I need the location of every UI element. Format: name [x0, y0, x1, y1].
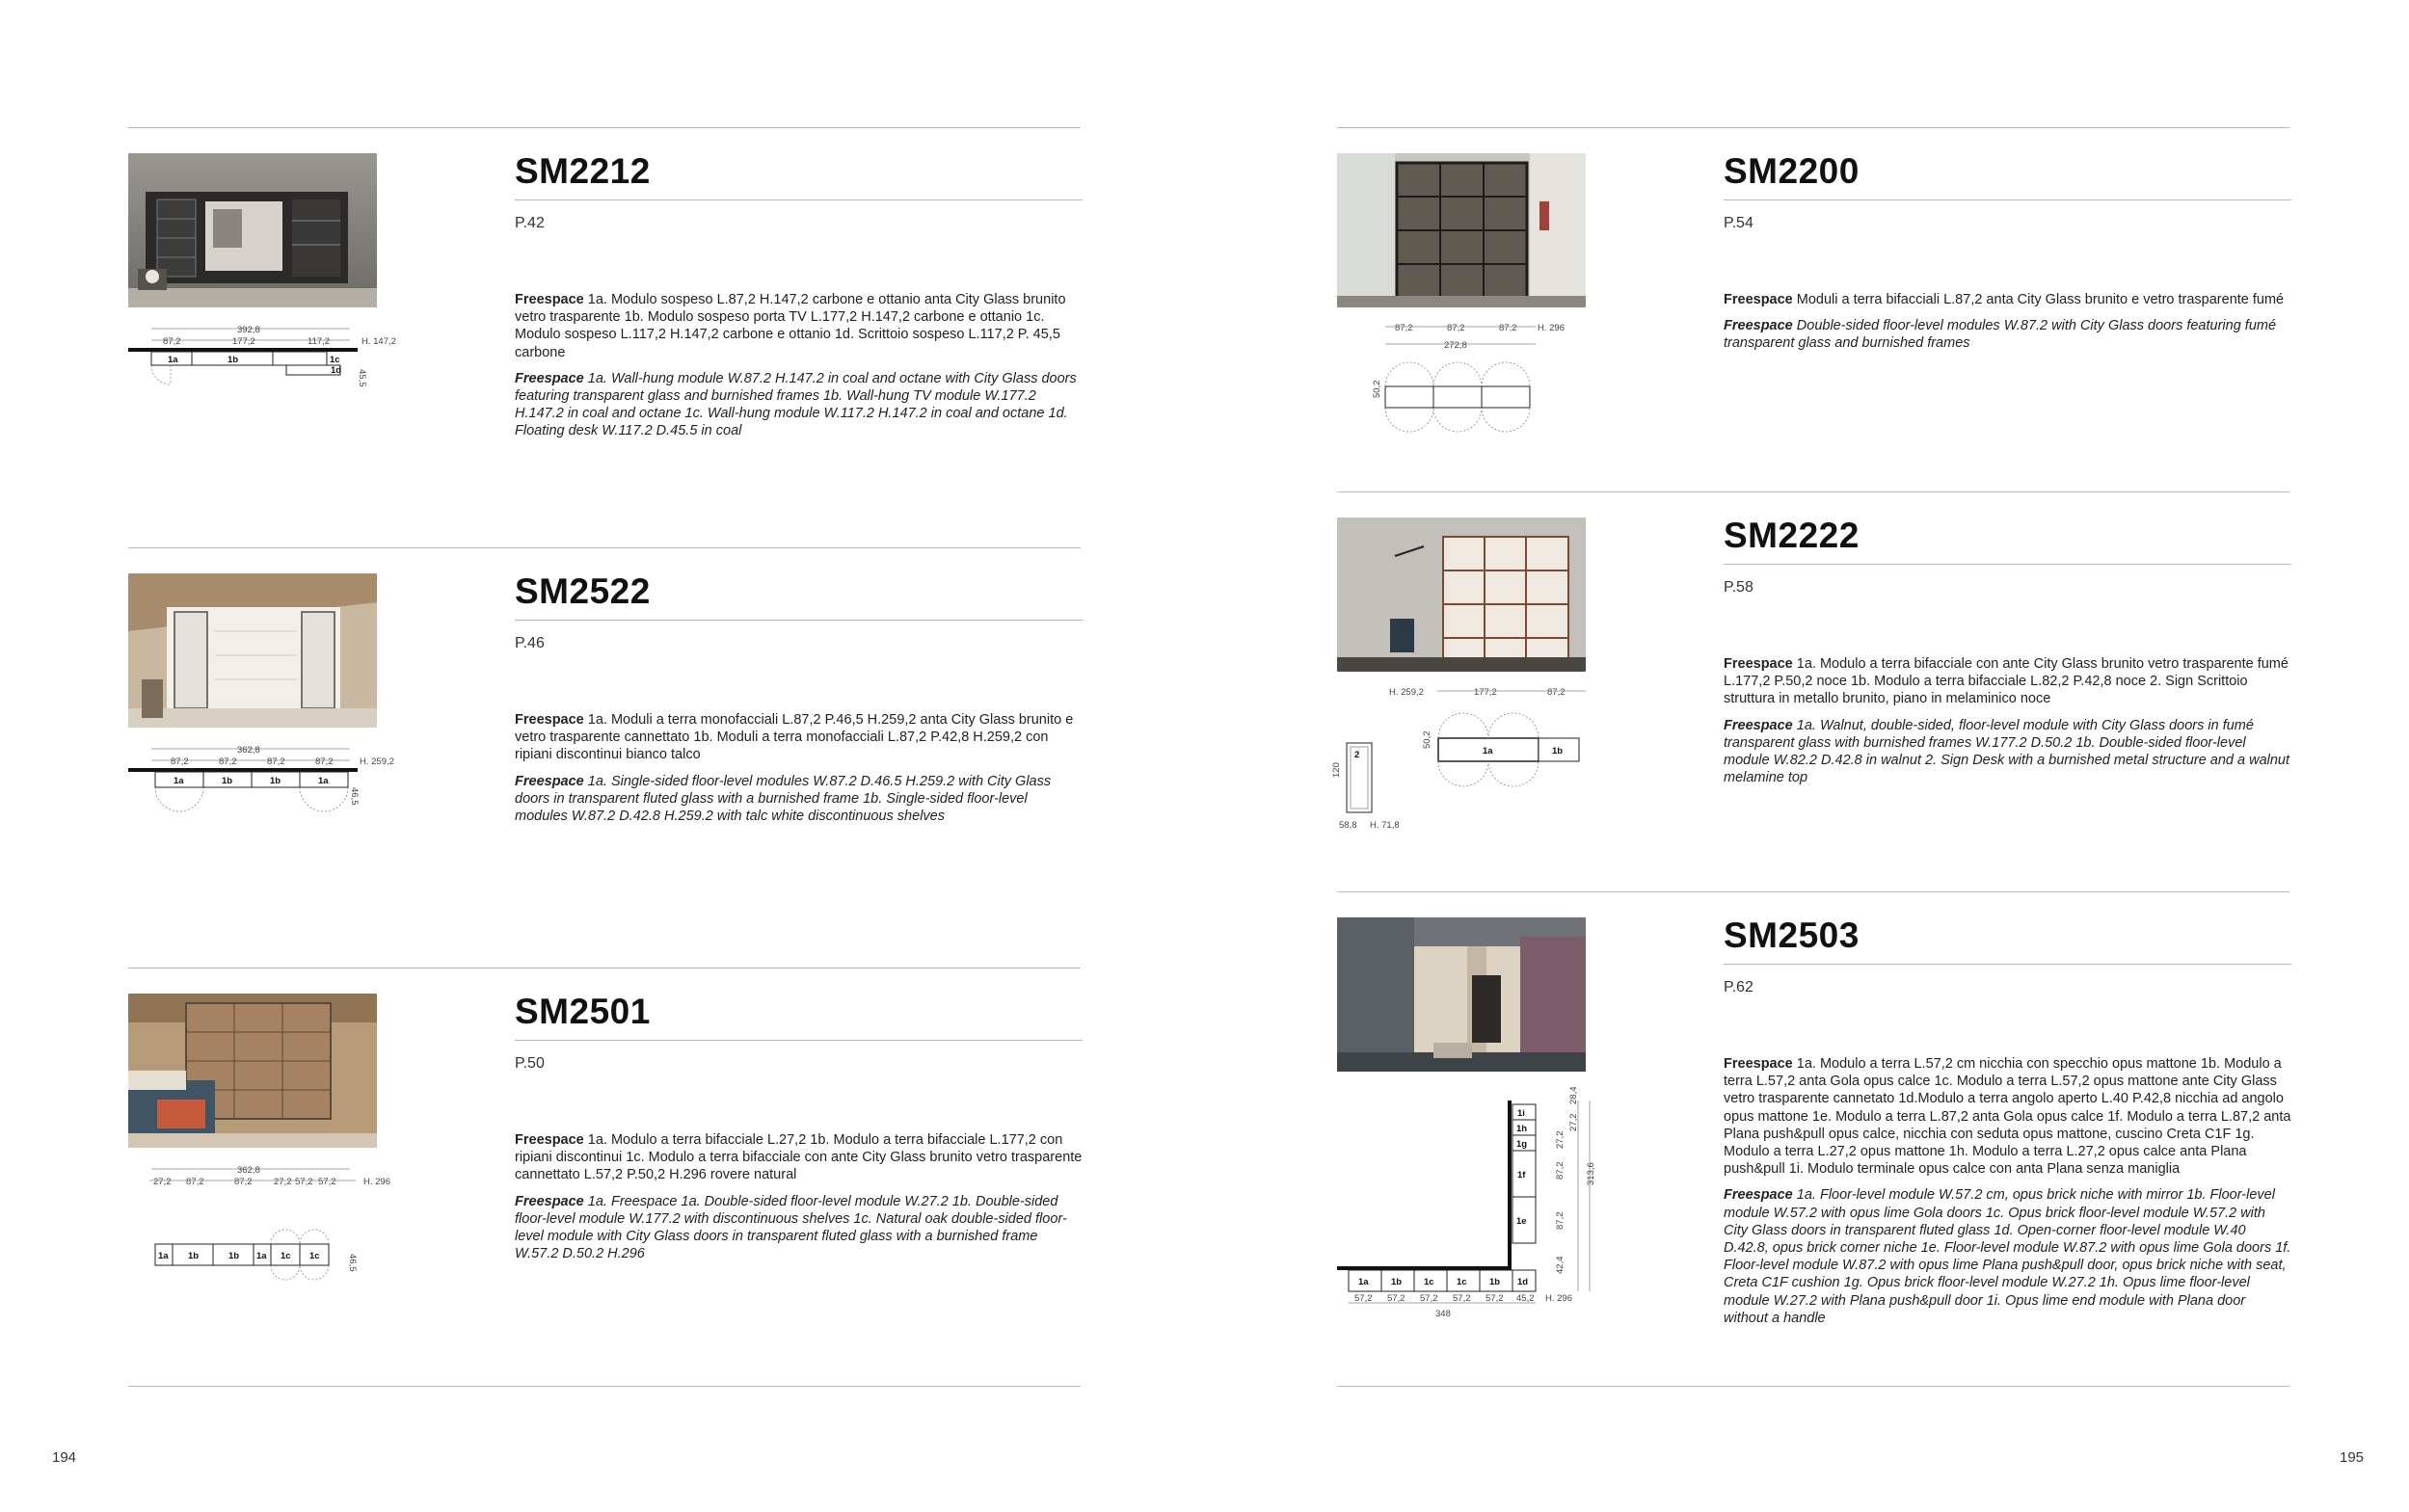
dim-width: 57,2	[1420, 1293, 1438, 1304]
dim-width: 87,2	[267, 756, 285, 767]
product-text	[1724, 512, 2291, 786]
dim-width: 57,2	[1453, 1293, 1471, 1304]
series-label: Freespace	[1724, 318, 1793, 334]
description-it	[515, 711, 1083, 764]
product-text	[515, 988, 1083, 1262]
page-number-left: 194	[52, 1449, 77, 1466]
product-photo	[128, 573, 377, 728]
module-label: 1g	[1516, 1139, 1528, 1150]
description-text: 1a. Walnut, double-sided, floor-level module with City Glass doors in fumé transparent glass with burnished frames W.177.2 D.50.2 1b. Double-sided floor-level module W.82.2 D.42.8 in walnut 2. Sign Desk with a burnished metal structure and a walnut melamine top	[1724, 717, 2290, 786]
dim-width: 45,2	[1516, 1293, 1535, 1304]
module-label: 1c	[309, 1251, 320, 1261]
product-code: SM2200	[1724, 151, 1860, 191]
description-text: 1a. Floor-level module W.57.2 cm, opus brick niche with mirror 1b. Floor-level module W.57.2 with opus lime Gola doors 1c. Opus brick floor-level module W.57.2 with City Glass doors in transparent fluted glass 1d. Open-corner floor-level module W.40 D.42.8, opus brick corner niche 1e. Floor-level module W.87.2 with opus lime Gola doors 1f. Floor-level module W.87.2 with opus lime Plana push&pull door, opus brick niche with seat, Creta C1F cushion 1g. Opus brick floor-level module W.27.2 1h. Opus lime floor-level module W.27.2 with Plana push&pull door 1i. Opus lime end module with Plana door without a handle	[1724, 1187, 2291, 1326]
description-text: Double-sided floor-level modules W.87.2 with City Glass doors featuring fumé transparent glass and burnished frames	[1724, 318, 2277, 352]
description-text: 1a. Freespace 1a. Double-sided floor-level module W.27.2 1b. Double-sided floor-level module W.177.2 with discontinuous shelves 1c. Natural oak double-sided floor-level module with City Glass doors in transparent fluted glass with a burnished frame W.57.2 D.50.2 H.296	[515, 1193, 1067, 1262]
dim-total: 348	[1435, 1309, 1451, 1319]
page-reference: P.50	[515, 1055, 545, 1072]
page-reference: P.62	[1724, 979, 1753, 995]
module-label: 1c	[281, 1251, 291, 1261]
series-label: Freespace	[515, 1132, 584, 1148]
dim-width: 27,2	[153, 1177, 172, 1187]
description-text: 1a. Modulo a terra L.57,2 cm nicchia con specchio opus mattone 1b. Modulo a terra L.57,2 anta Gola opus calce 1c. Modulo a terra L.57,2 opus mattone ante City Glass vetro trasparente cannetato 1d.Modulo a terra angolo aperto L.40 P.42,8 nicchia ad angolo opus mattone 1e. Modulo a terra L.87,2 anta Gola opus calce 1f. Modulo a terra L.87,2 anta Plana push&pull opus calce, nicchia con seduta opus mattone, cuscino Creta C1F 1g. Modulo a terra L.27,2 opus mattone 1h. Modulo a terra L.27,2 opus calce anta Plana push&pull 1i. Modulo terminale opus calce con anta Plana senza maniglia	[1724, 1056, 2291, 1178]
description-text: 1a. Moduli a terra monofacciali L.87,2 P.46,5 H.259,2 anta City Glass brunito e vetro trasparente cannettato 1b. Moduli a terra monofacciali L.87,2 P.42,8 H.259,2 con ripiani discontinui bianco talco	[515, 712, 1074, 763]
product-photo	[128, 994, 377, 1148]
dim-width: 87,2	[163, 336, 181, 347]
series-label: Freespace	[515, 292, 584, 307]
module-label: 1a	[158, 1251, 169, 1261]
dim-height: H. 259,2	[1389, 687, 1424, 698]
dim-height: H. 147,2	[361, 336, 396, 347]
page-number-right: 195	[2340, 1449, 2365, 1466]
module-label: 1b	[222, 776, 233, 786]
dim-length: 120	[1331, 762, 1342, 778]
product-sm2503	[1337, 892, 2291, 1326]
module-label: 1d	[1517, 1277, 1529, 1287]
module-label: 1b	[1552, 746, 1564, 756]
description-it	[1724, 655, 2291, 708]
dim-depth: 46,5	[349, 787, 360, 806]
series-label: Freespace	[515, 712, 584, 728]
product-code: SM2522	[515, 571, 651, 611]
dim-total: 392,8	[237, 325, 260, 335]
module-label: 1c	[330, 355, 340, 365]
dim-width: 57,2	[318, 1177, 336, 1187]
module-label: 1a	[168, 355, 178, 365]
dim-depth: 50,2	[1422, 730, 1432, 749]
module-label: 1i	[1517, 1108, 1525, 1119]
dim-side: 87,2	[1555, 1161, 1566, 1180]
product-photo	[1337, 917, 1586, 1072]
description-en	[1724, 317, 2291, 352]
dim-side: 27,2	[1568, 1113, 1579, 1131]
divider	[1724, 199, 2291, 200]
page-reference: P.58	[1724, 579, 1753, 596]
description-it	[1724, 1055, 2291, 1178]
product-photo	[1337, 517, 1586, 672]
floor-plan	[128, 321, 417, 494]
dim-width: 87,2	[1395, 323, 1413, 333]
module-label: 1h	[1516, 1124, 1528, 1134]
dim-width: 177,2	[1474, 687, 1497, 698]
product-sm2222	[1331, 492, 2291, 878]
module-label: 1b	[228, 1251, 240, 1261]
product-photo	[1337, 153, 1586, 307]
floor-plan	[128, 1161, 417, 1335]
series-label: Freespace	[1724, 717, 1793, 733]
dim-depth: 45,5	[357, 369, 367, 387]
series-label: Freespace	[1724, 1056, 1793, 1072]
dim-side-total: 313,6	[1586, 1162, 1596, 1185]
dim-height: H. 259,2	[360, 756, 394, 767]
description-text: 1a. Modulo a terra bifacciale L.27,2 1b. Modulo a terra bifacciale L.177,2 con ripiani discontinui 1c. Modulo a terra bifacciale con ante City Glass brunito vetro trasparente cannettato L.57,2 P.50,2 H.296 rovere natural	[515, 1132, 1083, 1183]
description-text: Moduli a terra bifacciali L.87,2 anta City Glass brunito e vetro trasparente fumé	[1792, 292, 2285, 307]
dim-width: 87,2	[234, 1177, 253, 1187]
divider	[515, 199, 1083, 200]
floor-plan	[128, 741, 417, 915]
series-label: Freespace	[515, 1193, 584, 1209]
divider	[1724, 564, 2291, 565]
description-en	[1724, 717, 2291, 787]
dim-width: 27,2	[274, 1177, 292, 1187]
dim-width: 87,2	[1547, 687, 1566, 698]
dim-width: 57,2	[1354, 1293, 1373, 1304]
description-it	[515, 1131, 1083, 1184]
dim-depth: 46,5	[347, 1254, 358, 1272]
dim-width: 87,2	[315, 756, 334, 767]
module-label: 1f	[1517, 1170, 1526, 1180]
divider	[128, 1386, 1081, 1387]
dim-total: 362,8	[237, 745, 260, 756]
dim-width: 57,2	[295, 1177, 313, 1187]
dim-total: 362,8	[237, 1165, 260, 1176]
dim-height: H. 296	[1538, 323, 1565, 333]
dim-width: 57,2	[1387, 1293, 1405, 1304]
module-label: 1a	[1358, 1277, 1369, 1287]
product-code: SM2503	[1724, 915, 1860, 955]
page-reference: P.42	[515, 215, 545, 231]
module-label: 1d	[331, 365, 342, 376]
product-code: SM2501	[515, 992, 651, 1031]
dim-depth: 50,2	[1372, 380, 1382, 398]
module-label: 1a	[256, 1251, 267, 1261]
product-sm2522	[128, 548, 1083, 934]
module-label: 1b	[1391, 1277, 1403, 1287]
page-reference: P.46	[515, 635, 545, 651]
series-label: Freespace	[1724, 1187, 1793, 1204]
floor-plan	[1337, 1085, 1646, 1319]
description-text: 1a. Wall-hung module W.87.2 H.147.2 in coal and octane with City Glass doors featuring transparent glass and burnished frames 1b. Wall-hung TV module W.177.2 H.147.2 in coal and octane 1c. Wall-hung module W.117.2 H.147.2 in coal and octane 1d. Floating desk W.117.2 D.45.5 in coal	[515, 370, 1077, 439]
divider	[1337, 1386, 2289, 1387]
dim-side: 87,2	[1555, 1211, 1566, 1230]
module-label: 1a	[1483, 746, 1493, 756]
description-en	[1724, 1186, 2291, 1327]
module-label: 1b	[1489, 1277, 1501, 1287]
description-text: 1a. Modulo a terra bifacciale con ante City Glass brunito vetro trasparente fumé L.177,2 P.50,2 noce 1b. Modulo a terra bifacciale L.82,2 P.42,8 noce 2. Sign Scrittoio struttura in metallo brunito, piano in melaminico noce	[1724, 656, 2289, 707]
dim-side: 42,4	[1555, 1256, 1566, 1274]
dim-width: 87,2	[171, 756, 189, 767]
product-sm2501	[128, 968, 1083, 1354]
description-text: 1a. Modulo sospeso L.87,2 H.147,2 carbone e ottanio anta City Glass brunito vetro trasparente 1b. Modulo sospeso porta TV L.177,2 H.147,2 carbone e ottanio 1c. Modulo sospeso L.117,2 H.147,2 carbone e ottanio 1d. Scrittoio sospeso L.117,2 P. 45,5 carbone	[515, 292, 1066, 360]
module-label: 1a	[318, 776, 329, 786]
module-label: 1b	[188, 1251, 200, 1261]
floor-plan	[1337, 321, 1626, 494]
dim-total: 272,8	[1444, 340, 1467, 351]
module-label: 1a	[174, 776, 184, 786]
dim-side: 27,2	[1555, 1130, 1566, 1149]
dim-width: 87,2	[1499, 323, 1517, 333]
module-label: 1b	[270, 776, 281, 786]
product-photo	[128, 153, 377, 307]
dim-width: 87,2	[1447, 323, 1465, 333]
module-label: 2	[1354, 750, 1360, 760]
description-en	[515, 1193, 1083, 1263]
dim-width: 57,2	[1486, 1293, 1504, 1304]
series-label: Freespace	[1724, 292, 1793, 307]
dim-height: H. 71,8	[1370, 820, 1400, 831]
product-code: SM2222	[1724, 516, 1860, 555]
module-label: 1c	[1457, 1277, 1467, 1287]
dim-width: 87,2	[186, 1177, 204, 1187]
description-it	[1724, 291, 2291, 308]
dim-width: 87,2	[219, 756, 237, 767]
page-reference: P.54	[1724, 215, 1753, 231]
module-label: 1c	[1424, 1277, 1434, 1287]
module-label: 1b	[228, 355, 239, 365]
dim-width: 177,2	[232, 336, 255, 347]
divider	[515, 620, 1083, 621]
divider	[1724, 964, 2291, 965]
product-text	[515, 568, 1083, 825]
product-sm2200	[1337, 128, 2291, 514]
product-code: SM2212	[515, 151, 651, 191]
dim-width: 117,2	[308, 336, 331, 347]
divider	[515, 1040, 1083, 1041]
dim-side: 28,4	[1568, 1086, 1579, 1104]
product-text	[1724, 912, 2291, 1327]
product-text	[1724, 147, 2291, 353]
product-sm2212	[128, 128, 1083, 514]
description-text: 1a. Single-sided floor-level modules W.87.2 D.46.5 H.259.2 with City Glass doors in transparent fluted glass with a burnished frame 1b. Single-sided floor-level modules W.87.2 D.42.8 H.259.2 with talc white discontinuous shelves	[515, 773, 1052, 825]
floor-plan	[1331, 685, 1626, 859]
dim-height: H. 296	[363, 1177, 390, 1187]
product-text	[515, 147, 1083, 440]
series-label: Freespace	[515, 370, 584, 386]
dim-height: H. 296	[1545, 1293, 1572, 1304]
module-label: 1e	[1516, 1216, 1527, 1227]
series-label: Freespace	[1724, 656, 1793, 672]
series-label: Freespace	[515, 773, 584, 789]
description-it	[515, 291, 1083, 361]
dim-width: 58,8	[1339, 820, 1357, 831]
description-en	[515, 773, 1083, 826]
description-en	[515, 370, 1083, 440]
